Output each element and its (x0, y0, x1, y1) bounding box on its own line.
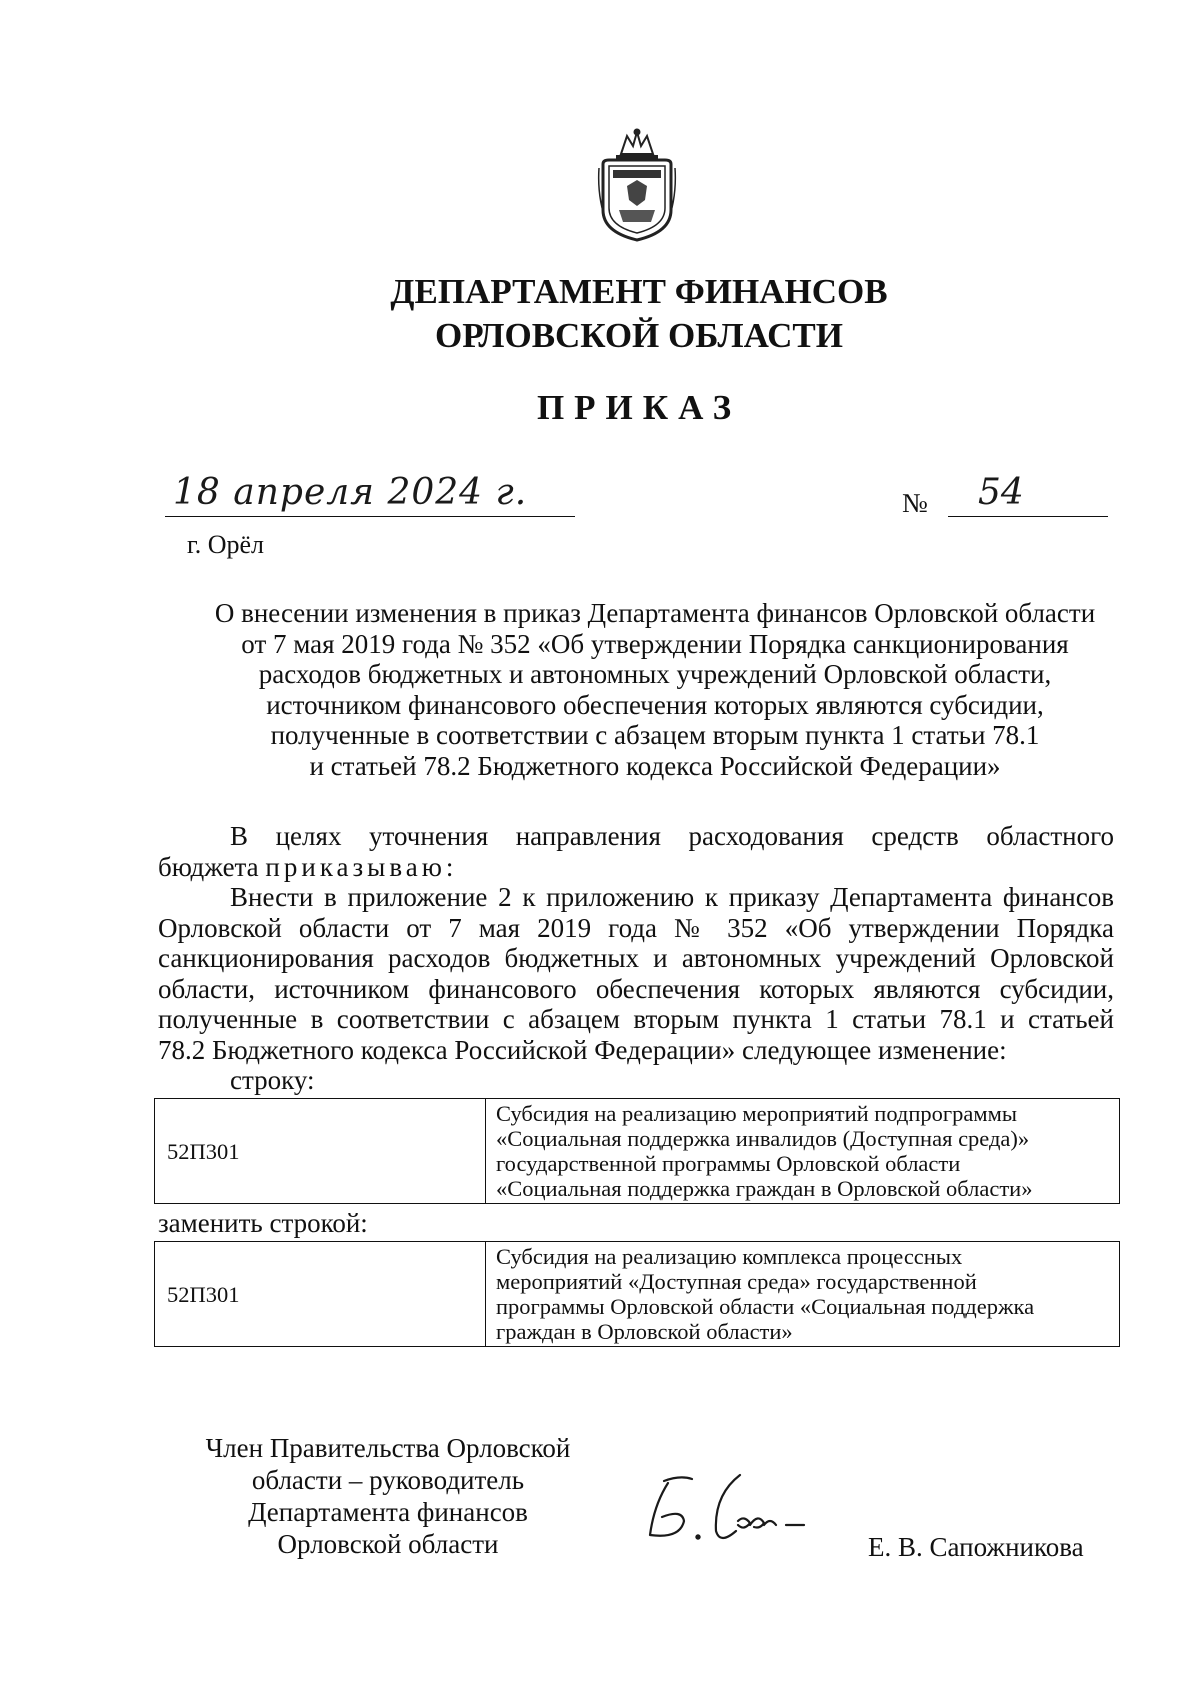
description-line: Субсидия на реализацию комплекса процессных (496, 1244, 963, 1269)
body-line: области, источником финансового обеспечения которых являются субсидии, (158, 973, 1114, 1004)
number-label: № (902, 488, 928, 518)
handwritten-signature (640, 1465, 820, 1550)
body-line: 78.2 Бюджетного кодекса Российской Федерации» следующее изменение: (158, 1034, 1007, 1065)
table-row (155, 1099, 1120, 1204)
organization-name (0, 270, 1200, 358)
description-cell (486, 1099, 1120, 1204)
role-line: Орловской области (277, 1529, 499, 1559)
body-paragraph-2 (158, 882, 1114, 1065)
body-paragraph-1 (158, 821, 1114, 882)
row-label: строку: (230, 1065, 315, 1095)
subject-line: расходов бюджетных и автономных учреждений Орловской области, (258, 659, 1052, 689)
role-line: области – руководитель (251, 1465, 525, 1495)
description-line: Субсидия на реализацию мероприятий подпрограммы (496, 1101, 1017, 1126)
table-row (155, 1242, 1120, 1347)
body-line: полученные в соответствии с абзацем вторым пункта 1 статьи 78.1 и статьей (158, 1004, 1114, 1034)
org-name-line-2: ОРЛОВСКОЙ ОБЛАСТИ (435, 316, 843, 355)
document-number: 54 (948, 470, 1108, 517)
coat-of-arms-icon (597, 128, 677, 244)
old-row-table (154, 1098, 1120, 1204)
body-line (158, 852, 1114, 883)
document-date: 18 апреля 2024 г. (165, 470, 575, 517)
description-line: «Социальная поддержка граждан в Орловской области» (496, 1176, 1033, 1201)
description-line: «Социальная поддержка инвалидов (Доступная среда)» (496, 1126, 1030, 1151)
subject-line: источником финансового обеспечения которых являются субсидии, (266, 689, 1044, 720)
role-line: Департамента финансов (248, 1497, 528, 1527)
body-line: Орловской области от 7 мая 2019 года № 352 «Об утверждении Порядка (158, 912, 1114, 943)
description-line: государственной программы Орловской области (496, 1151, 961, 1176)
subject-line: О внесении изменения в приказ Департамента финансов Орловской области (214, 598, 1096, 628)
description-line: граждан в Орловской области» (496, 1319, 793, 1344)
new-row-table (154, 1241, 1120, 1347)
description-line: программы Орловской области «Социальная поддержка (496, 1294, 1035, 1319)
description-cell (486, 1242, 1120, 1347)
body-line: Внести в приложение 2 к приложению к приказу Департамента финансов (230, 882, 1114, 912)
description-line: мероприятий «Доступная среда» государственной (496, 1269, 977, 1294)
subject-line: полученные в соответствии с абзацем вторым пункта 1 статьи 78.1 (270, 720, 1040, 750)
subject-line: от 7 мая 2019 года № 352 «Об утверждении Порядка санкционирования (241, 628, 1069, 659)
city: г. Орёл (187, 530, 265, 559)
body-line: санкционирования расходов бюджетных и автономных учреждений Орловской (158, 943, 1114, 973)
budget-code-cell: 52П301 (155, 1099, 486, 1204)
document-type: ПРИКАЗ (536, 388, 742, 427)
body-line: В целях уточнения направления расходования средств областного (230, 821, 1114, 851)
document-subject (150, 598, 1160, 781)
subject-line: и статьей 78.2 Бюджетного кодекса Российской Федерации» (309, 750, 1001, 781)
order-keyword: приказываю: (265, 851, 458, 882)
signatory-name: Е. В. Сапожникова (868, 1532, 1084, 1562)
replace-label: заменить строкой: (158, 1208, 368, 1238)
org-name-line-1: ДЕПАРТАМЕНТ ФИНАНСОВ (390, 272, 888, 311)
body-text: бюджета (158, 851, 266, 882)
budget-code-cell: 52П301 (155, 1242, 486, 1347)
signatory-role (178, 1432, 598, 1560)
role-line: Член Правительства Орловской (205, 1433, 571, 1463)
